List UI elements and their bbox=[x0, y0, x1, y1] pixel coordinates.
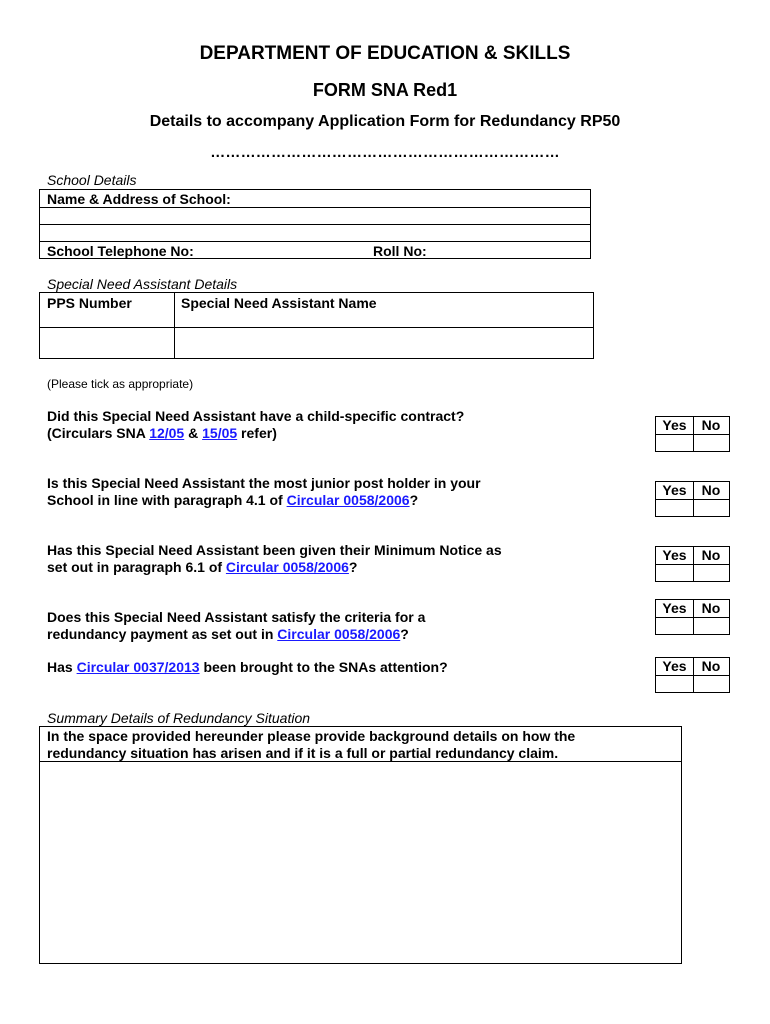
no-label: No bbox=[701, 658, 721, 674]
yes-label: Yes bbox=[662, 547, 687, 563]
question-2-yes-no-box bbox=[655, 481, 730, 517]
question-4-yes-no-box bbox=[655, 599, 730, 635]
tick-instruction: (Please tick as appropriate) bbox=[47, 377, 194, 391]
question-1-line2: (Circulars SNA 12/05 & 15/05 refer) bbox=[47, 425, 277, 441]
name-address-label: Name & Address of School: bbox=[47, 191, 231, 207]
question-1-yes-checkbox[interactable] bbox=[656, 435, 693, 451]
circular-0058-2006-link[interactable]: Circular 0058/2006 bbox=[286, 492, 410, 508]
circular-12-05-link[interactable]: 12/05 bbox=[149, 425, 185, 441]
question-2-line2: School in line with paragraph 4.1 of Circular 0058/2006? bbox=[47, 492, 419, 508]
question-4 bbox=[47, 609, 425, 643]
question-4-line2: redundancy payment as set out in Circular 0058/2006? bbox=[47, 626, 409, 642]
summary-instruction bbox=[47, 728, 575, 762]
yes-label: Yes bbox=[662, 600, 687, 616]
question-5-yes-no-box bbox=[655, 657, 730, 693]
yes-label: Yes bbox=[662, 482, 687, 498]
no-label: No bbox=[701, 482, 721, 498]
question-3-line1: Has this Special Need Assistant been given their Minimum Notice as bbox=[47, 542, 502, 558]
form-code: FORM SNA Red1 bbox=[312, 80, 458, 100]
no-label: No bbox=[701, 600, 721, 616]
question-5-yes-checkbox[interactable] bbox=[656, 676, 693, 692]
question-3-yes-no-box bbox=[655, 546, 730, 582]
question-5-no-checkbox[interactable] bbox=[694, 676, 729, 692]
circular-15-05-link[interactable]: 15/05 bbox=[202, 425, 238, 441]
question-3-yes-checkbox[interactable] bbox=[656, 565, 693, 581]
summary-instruction-line2: redundancy situation has arisen and if it is a full or partial redundancy claim. bbox=[47, 745, 559, 761]
department-title: DEPARTMENT OF EDUCATION & SKILLS bbox=[199, 43, 571, 64]
question-4-yes-checkbox[interactable] bbox=[656, 618, 693, 634]
question-2 bbox=[47, 475, 481, 509]
table-divider bbox=[39, 241, 591, 242]
circular-0058-2006-link[interactable]: Circular 0058/2006 bbox=[277, 626, 401, 642]
sna-details-label: Special Need Assistant Details bbox=[47, 276, 238, 292]
sna-name-header: Special Need Assistant Name bbox=[181, 295, 377, 311]
yes-label: Yes bbox=[662, 417, 687, 433]
question-1-line1: Did this Special Need Assistant have a child-specific contract? bbox=[47, 408, 465, 424]
yes-label: Yes bbox=[662, 658, 687, 674]
question-4-no-checkbox[interactable] bbox=[694, 618, 729, 634]
school-details-label: School Details bbox=[47, 172, 137, 188]
question-5 bbox=[47, 659, 448, 676]
no-label: No bbox=[701, 417, 721, 433]
telephone-label: School Telephone No: bbox=[47, 243, 194, 259]
sna-name-field[interactable] bbox=[175, 328, 593, 358]
summary-label: Summary Details of Redundancy Situation bbox=[47, 710, 311, 726]
roll-number-label: Roll No: bbox=[373, 243, 427, 259]
question-1 bbox=[47, 408, 464, 442]
pps-number-header: PPS Number bbox=[47, 295, 132, 311]
circular-0058-2006-link[interactable]: Circular 0058/2006 bbox=[225, 559, 349, 575]
question-5-line1: Has Circular 0037/2013 been brought to the SNAs attention? bbox=[47, 659, 448, 675]
question-2-line1: Is this Special Need Assistant the most junior post holder in your bbox=[47, 475, 481, 491]
summary-instruction-line1: In the space provided hereunder please provide background details on how the bbox=[47, 728, 576, 744]
circular-0037-2013-link[interactable]: Circular 0037/2013 bbox=[76, 659, 200, 675]
summary-text-area[interactable] bbox=[40, 762, 681, 963]
form-subtitle: Details to accompany Application Form for Redundancy RP50 bbox=[149, 113, 621, 130]
question-1-yes-no-box bbox=[655, 416, 730, 452]
question-2-no-checkbox[interactable] bbox=[694, 500, 729, 516]
question-3-line2: set out in paragraph 6.1 of Circular 0058/2006? bbox=[47, 559, 358, 575]
name-address-field-line2[interactable] bbox=[40, 225, 590, 240]
pps-number-field[interactable] bbox=[40, 328, 173, 358]
question-3-no-checkbox[interactable] bbox=[694, 565, 729, 581]
no-label: No bbox=[701, 547, 721, 563]
question-1-no-checkbox[interactable] bbox=[694, 435, 729, 451]
dotted-separator: …………………………………………………………… bbox=[210, 144, 560, 161]
question-2-yes-checkbox[interactable] bbox=[656, 500, 693, 516]
name-address-field[interactable] bbox=[40, 208, 590, 223]
question-4-line1: Does this Special Need Assistant satisfy the criteria for a bbox=[47, 609, 426, 625]
question-3 bbox=[47, 542, 502, 576]
